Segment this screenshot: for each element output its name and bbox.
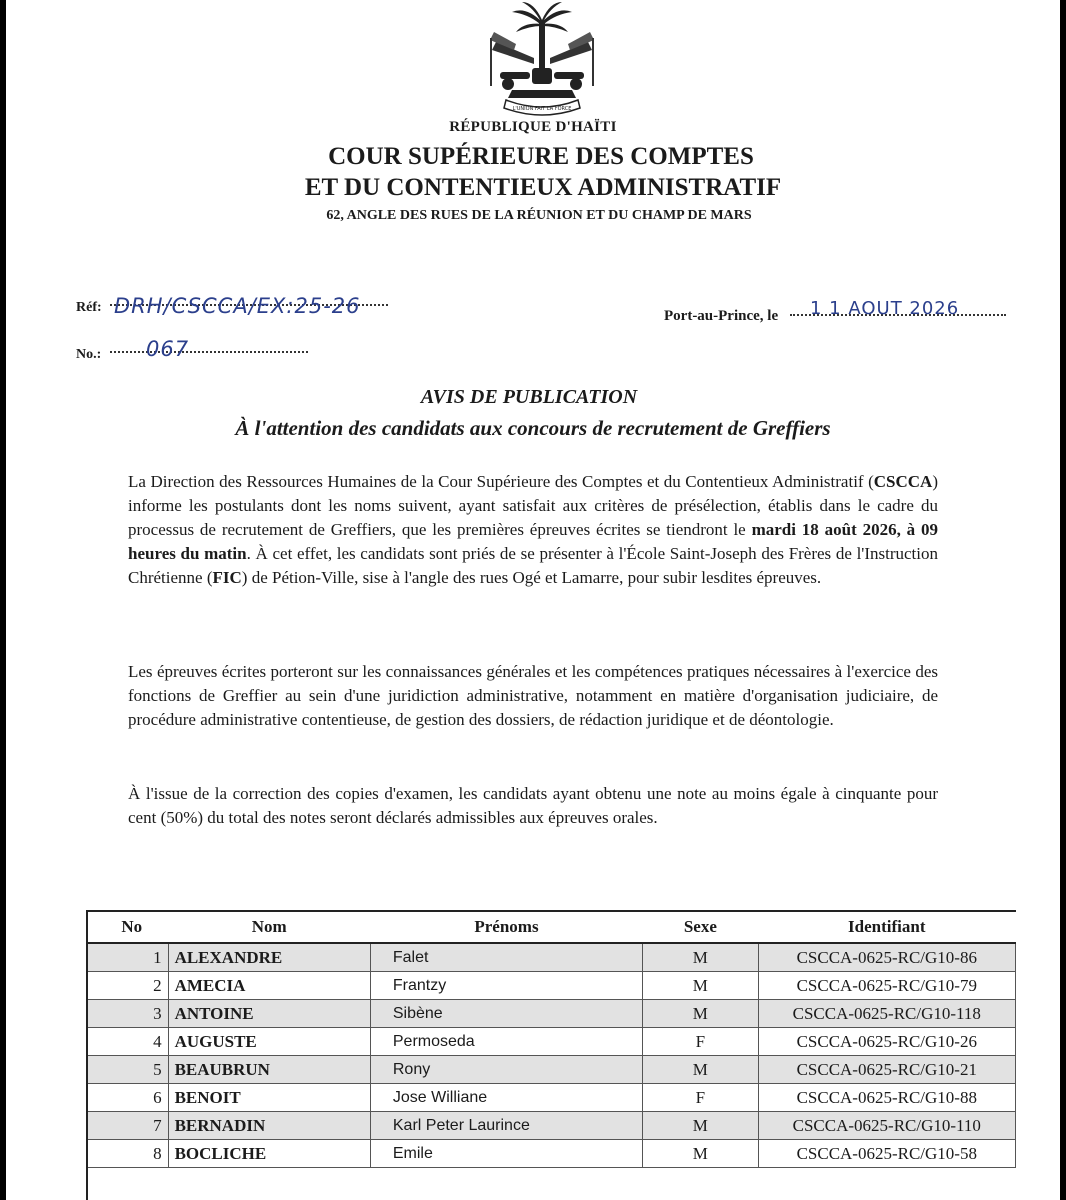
republic-heading: RÉPUBLIQUE D'HAÏTI [449, 119, 617, 135]
cell-no: 8 [87, 1140, 169, 1168]
paragraph-admissibility: À l'issue de la correction des copies d'examen, les candidats ayant obtenu une note au moins égale à cinquante pour cent (50%) du total des notes seront déclarés admissibles aux épreuves orales. [128, 784, 938, 827]
table-header-row [87, 912, 1016, 943]
p1-text-c: ) informe les postulants dont les noms suivent, ayant satisfait aux critères de présélection, établis dans le cadre du processus de recrutement de Greffiers, que les premières épreuves écrites se tiendront le [128, 472, 938, 539]
p1-text-a: La Direction des Ressources Humaines de la Cour Supérieure des Comptes et du Contentieux Administratif ( [128, 472, 874, 491]
cell-no: 3 [87, 1000, 169, 1028]
cell-no: 2 [87, 972, 169, 1000]
header-nom: Nom [168, 912, 370, 943]
header-sexe: Sexe [643, 912, 758, 943]
table-row [87, 943, 1016, 972]
institution-name-line1: COUR SUPÉRIEURE DES COMPTES [328, 143, 754, 170]
cell-prenoms: Falet [370, 943, 642, 972]
cell-sexe: M [643, 1112, 758, 1140]
cell-nom: AUGUSTE [168, 1028, 370, 1056]
cell-nom: BEAUBRUN [168, 1056, 370, 1084]
cell-no: 5 [87, 1056, 169, 1084]
reference-handwritten-value: DRH/CSCCA/EX:25-26 [114, 294, 361, 318]
cell-prenoms: Karl Peter Laurince [370, 1112, 642, 1140]
institution-name-line2: ET DU CONTENTIEUX ADMINISTRATIF [304, 174, 782, 201]
scan-border-left [0, 0, 6, 1200]
table-row [87, 972, 1016, 1000]
reference-label: Réf: [76, 300, 102, 315]
header-no: No [87, 912, 169, 943]
table-row [87, 1112, 1016, 1140]
table-row [87, 1140, 1016, 1168]
cell-nom: ANTOINE [168, 1000, 370, 1028]
paragraph-exam-content: Les épreuves écrites porteront sur les connaissances générales et les compétences pratiques nécessaires à l'exercice des fonctions de Greffier au sein d'une juridiction administrative, notamment en matière d'organisation judiciaire, de procédure administrative contentieuse, de gestion des dossiers, de rédaction juridique et de déontologie. [128, 662, 938, 729]
p1-text-e: . À cet effet, les candidats sont priés de se présenter à l'École Saint-Joseph des Frères de l'Instruction Chrétienne ( [128, 544, 939, 587]
cell-sexe: M [643, 972, 758, 1000]
cell-identifiant: CSCCA-0625-RC/G10-86 [758, 943, 1015, 972]
cell-prenoms: Sibène [370, 1000, 642, 1028]
cell-sexe: M [643, 1000, 758, 1028]
cell-prenoms: Emile [370, 1140, 642, 1168]
cell-nom: BOCLICHE [168, 1140, 370, 1168]
cell-prenoms: Jose Williane [370, 1084, 642, 1112]
cell-sexe: F [643, 1028, 758, 1056]
p1-bold-date: mardi 18 août 2026, à 09 heures du matin [128, 520, 939, 563]
institution-address: 62, ANGLE DES RUES DE LA RÉUNION ET DU CHAMP DE MARS [326, 208, 752, 223]
cell-no: 4 [87, 1028, 169, 1056]
cell-no: 6 [87, 1084, 169, 1112]
cell-no: 1 [87, 943, 169, 972]
header-identifiant: Identifiant [758, 912, 1015, 943]
coat-of-arms-emblem [476, 2, 608, 122]
cell-identifiant: CSCCA-0625-RC/G10-58 [758, 1140, 1015, 1168]
cell-nom: BENOIT [168, 1084, 370, 1112]
table-row [87, 1000, 1016, 1028]
cell-identifiant: CSCCA-0625-RC/G10-88 [758, 1084, 1015, 1112]
cell-prenoms: Frantzy [370, 972, 642, 1000]
date-field [664, 298, 960, 325]
p1-bold-fic: FIC [212, 568, 242, 587]
cell-sexe: F [643, 1084, 758, 1112]
number-field [76, 337, 190, 363]
number-dotted-line [110, 351, 308, 353]
cell-identifiant: CSCCA-0625-RC/G10-110 [758, 1112, 1015, 1140]
header-prenoms: Prénoms [370, 912, 642, 943]
cell-prenoms: Rony [370, 1056, 642, 1084]
p1-bold-cscca: CSCCA [873, 472, 933, 491]
cell-identifiant: CSCCA-0625-RC/G10-79 [758, 972, 1015, 1000]
motto-text: L'UNION FAIT LA FORCE [512, 106, 572, 112]
p1-text-g: ) de Pétion-Ville, sise à l'angle des rues Ogé et Lamarre, pour subir lesdites épreuves. [241, 568, 822, 587]
notice-title: AVIS DE PUBLICATION [420, 386, 638, 408]
paragraph-convocation [128, 470, 938, 590]
table-left-border [86, 912, 88, 1200]
cell-sexe: M [643, 1056, 758, 1084]
table-row [87, 1056, 1016, 1084]
cell-sexe: M [643, 1140, 758, 1168]
cell-identifiant: CSCCA-0625-RC/G10-26 [758, 1028, 1015, 1056]
notice-subtitle: À l'attention des candidats aux concours de recrutement de Greffiers [235, 416, 831, 440]
table-row [87, 1028, 1016, 1056]
number-handwritten-value: 067 [146, 337, 190, 361]
date-stamp-value: 1 1 AOUT 2026 [810, 298, 960, 319]
cell-nom: AMECIA [168, 972, 370, 1000]
cell-sexe: M [643, 943, 758, 972]
candidates-table [86, 912, 1016, 1168]
cell-no: 7 [87, 1112, 169, 1140]
number-label: No.: [76, 347, 102, 362]
cell-identifiant: CSCCA-0625-RC/G10-118 [758, 1000, 1015, 1028]
date-label: Port-au-Prince, le [664, 308, 779, 324]
cell-nom: BERNADIN [168, 1112, 370, 1140]
cell-identifiant: CSCCA-0625-RC/G10-21 [758, 1056, 1015, 1084]
table-row [87, 1084, 1016, 1112]
cell-nom: ALEXANDRE [168, 943, 370, 972]
reference-field [76, 294, 361, 318]
cell-prenoms: Permoseda [370, 1028, 642, 1056]
